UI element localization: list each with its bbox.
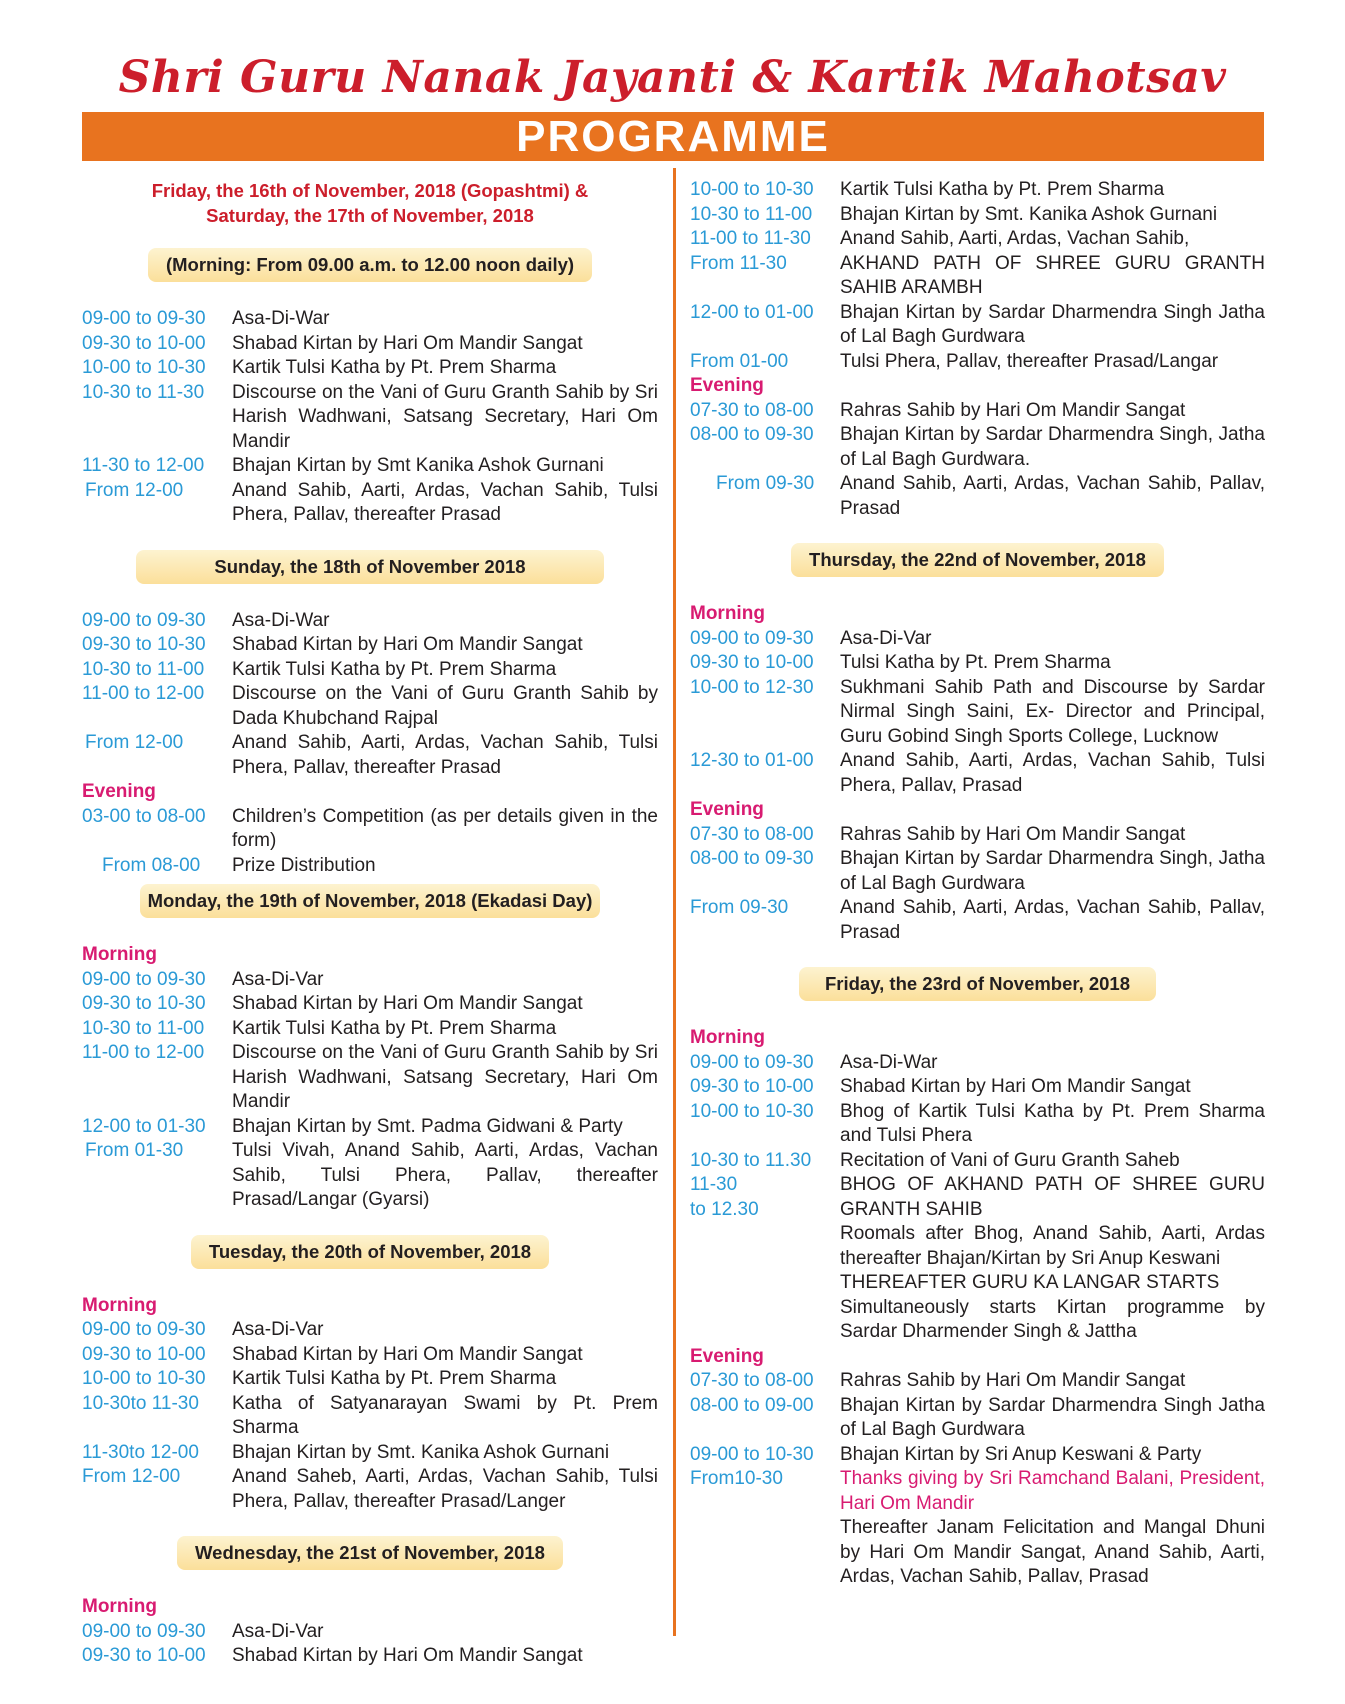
schedule-row (690, 896, 1265, 945)
time-slot: From 12-00 (85, 479, 184, 501)
activity: Bhajan Kirtan by Sardar Dharmendra Singh, Jatha of Lal Bagh Gurdwara (840, 848, 1265, 894)
schedule-row (690, 1075, 1265, 1100)
schedule-row (82, 1367, 658, 1392)
time-slot: 10-00 to 10-30 (82, 357, 206, 378)
time-slot: From 11-30 (690, 252, 787, 274)
schedule-row (690, 1149, 1265, 1174)
time-slot: 09-00 to 09-30 (690, 1051, 814, 1073)
time-slot: 08-00 to 09-30 (690, 848, 814, 869)
time-slot: From 01-30 (85, 1140, 184, 1161)
activity (840, 1467, 1265, 1590)
activity: Tulsi Phera, Pallav, thereafter Prasad/Langar (840, 350, 1219, 372)
time-slot: 03-00 to 08-00 (82, 805, 206, 827)
activity: Anand Sahib, Aarti, Ardas, Vachan Sahib, Pallav, Prasad (840, 897, 1265, 943)
activity: Bhajan Kirtan by Sardar Dharmendra Singh Jatha of Lal Bagh Gurdwara (840, 1394, 1265, 1440)
activity: Rahras Sahib by Hari Om Mandir Sangat (840, 399, 1186, 421)
time-slot: 11-00 to 12-00 (82, 1042, 205, 1063)
schedule-row (82, 332, 658, 357)
activity: Tulsi Katha by Pt. Prem Sharma (840, 652, 1111, 673)
activity: Asa-Di-War (840, 1051, 938, 1073)
column-divider (673, 168, 676, 1636)
time-slot: 09-30 to 10-30 (82, 634, 206, 655)
activity: Shabad Kirtan by Hari Om Mandir Sangat (840, 1076, 1191, 1097)
time-slot: 07-30 to 08-00 (690, 1370, 814, 1391)
schedule-row (690, 227, 1265, 252)
time-slot: From 01-00 (690, 350, 789, 372)
intro-heading (82, 178, 658, 228)
activity: Asa-Di-Var (232, 1319, 324, 1340)
time-slot: From 12-00 (85, 732, 184, 753)
day-header (82, 884, 658, 918)
banner-label: PROGRAMME (516, 111, 830, 161)
activity-line: Simultaneously starts Kirtan programme by Sardar Dharmender Singh & Jattha (840, 1296, 1265, 1342)
activity: Asa-Di-War (232, 609, 330, 631)
activity: Shabad Kirtan by Hari Om Mandir Sangat (232, 332, 583, 354)
schedule-row (690, 1394, 1265, 1443)
schedule-row (690, 1443, 1265, 1468)
time-slot: From10-30 (690, 1468, 783, 1489)
morning-label: Morning (690, 1027, 765, 1048)
schedule-row (82, 1041, 658, 1115)
activity: Bhajan Kirtan by Sardar Dharmendra Singh Jatha of Lal Bagh Gurdwara (840, 301, 1265, 347)
schedule-row (690, 399, 1265, 424)
activity: Asa-Di-Var (840, 627, 932, 649)
time-slot: 09-00 to 09-30 (82, 308, 206, 329)
activity: Rahras Sahib by Hari Om Mandir Sangat (840, 1370, 1186, 1391)
schedule-list (82, 1294, 658, 1515)
schedule-row (690, 847, 1265, 896)
day-pill: Friday, the 23rd of November, 2018 (799, 967, 1156, 1001)
activity: Kartik Tulsi Katha by Pt. Prem Sharma (232, 1368, 557, 1389)
schedule-row (690, 252, 1265, 301)
time-slot (690, 1173, 840, 1345)
time-slot: 09-30 to 10-00 (690, 1076, 814, 1097)
schedule-list (690, 178, 1265, 521)
activity: Asa-Di-War (232, 308, 330, 329)
schedule-row (82, 682, 658, 731)
activity: Asa-Di-Var (232, 968, 324, 990)
schedule-row (82, 609, 658, 634)
morning-label: Morning (82, 1596, 157, 1617)
day-header (82, 550, 658, 584)
activity: AKHAND PATH OF SHREE GURU GRANTH SAHIB ARAMBH (840, 252, 1265, 298)
schedule-row (690, 1051, 1265, 1076)
schedule-row (82, 805, 658, 854)
schedule-row (82, 658, 658, 683)
time-slot: 10-30 to 11.30 (690, 1149, 812, 1171)
activity: Kartik Tulsi Katha by Pt. Prem Sharma (232, 1017, 557, 1039)
time-slot: 09-30 to 10-00 (82, 1645, 206, 1666)
time-slot: 10-00 to 10-30 (690, 179, 814, 200)
left-column (82, 178, 658, 1669)
time-slot: 10-30to 11-30 (82, 1392, 199, 1414)
activity: Discourse on the Vani of Guru Granth Sahib by Sri Harish Wadhwani, Satsang Secretary, Hari Om Mandir (232, 381, 658, 452)
time-slot: 09-00 to 09-30 (690, 627, 814, 649)
schedule-list (82, 1595, 658, 1669)
time-slot: 09-00 to 09-30 (82, 968, 206, 990)
schedule-row (82, 1318, 658, 1343)
time-line: to 12.30 (690, 1198, 759, 1220)
activity-line: BHOG OF AKHAND PATH OF SHREE GURU GRANTH SAHIB (840, 1174, 1265, 1220)
day-header (82, 1536, 658, 1570)
time-slot: 08-00 to 09-30 (690, 424, 814, 445)
schedule-row (82, 1343, 658, 1368)
time-slot: 10-00 to 12-30 (690, 676, 814, 698)
activity: Bhajan Kirtan by Smt. Kanika Ashok Gurnani (232, 1441, 610, 1463)
activity: Anand Sahib, Aarti, Ardas, Vachan Sahib, (840, 228, 1190, 249)
day-header (82, 1235, 658, 1269)
schedule-row (82, 992, 658, 1017)
schedule-row (690, 1369, 1265, 1394)
schedule-row (82, 381, 658, 455)
time-slot: 09-00 to 10-30 (690, 1443, 814, 1465)
schedule-row (690, 627, 1265, 652)
schedule-row (690, 749, 1265, 798)
activity: Prize Distribution (232, 854, 376, 876)
evening-label: Evening (82, 781, 156, 802)
time-slot: 12-30 to 01-00 (690, 750, 814, 771)
activity: Tulsi Vivah, Anand Sahib, Aarti, Ardas, Vachan Sahib, Tulsi Phera, Pallav, thereafter Prasad/Langar (Gyarsi) (232, 1140, 658, 1210)
activity: Discourse on the Vani of Guru Granth Sahib by Sri Harish Wadhwani, Satsang Secretary, Hari Om Mandir (232, 1042, 658, 1112)
schedule-row (82, 1441, 658, 1466)
time-slot: From 08-00 (102, 854, 201, 876)
evening-label: Evening (690, 375, 764, 396)
evening-label: Evening (690, 799, 764, 820)
schedule-row (82, 1139, 658, 1213)
activity: Kartik Tulsi Katha by Pt. Prem Sharma (232, 658, 557, 680)
schedule-row (690, 423, 1265, 472)
time-line: 11-30 (690, 1174, 738, 1195)
activity: Anand Sahib, Aarti, Ardas, Vachan Sahib, Tulsi Phera, Pallav, thereafter Prasad (232, 732, 658, 778)
time-slot: From 12-00 (82, 1466, 181, 1487)
activity: Anand Sahib, Aarti, Ardas, Vachan Sahib, Pallav, Prasad (840, 473, 1265, 519)
schedule-row (690, 1100, 1265, 1149)
time-slot: 10-00 to 10-30 (82, 1368, 206, 1389)
schedule-row (690, 203, 1265, 228)
activity: Discourse on the Vani of Guru Granth Sahib by Dada Khubchand Rajpal (232, 683, 658, 729)
schedule-row (82, 454, 658, 479)
thanks-giving: Thanks giving by Sri Ramchand Balani, President, Hari Om Mandir (840, 1468, 1265, 1514)
day-pill: Thursday, the 22nd of November, 2018 (791, 543, 1164, 577)
schedule-row (82, 356, 658, 381)
time-slot: 09-30 to 10-00 (82, 1343, 206, 1365)
schedule-list (690, 1026, 1265, 1590)
activity: Kartik Tulsi Katha by Pt. Prem Sharma (840, 179, 1165, 200)
intro-line: Saturday, the 17th of November, 2018 (206, 205, 534, 226)
day-pill: (Morning: From 09.00 a.m. to 12.00 noon daily) (148, 248, 592, 282)
schedule-row (82, 1644, 658, 1669)
schedule-row (82, 479, 658, 528)
schedule-row (82, 1465, 658, 1514)
schedule-list (690, 602, 1265, 945)
schedule-row (82, 968, 658, 993)
activity: Anand Saheb, Aarti, Ardas, Vachan Sahib, Tulsi Phera, Pallav, thereafter Prasad/Langer (232, 1466, 658, 1512)
activity: Bhajan Kirtan by Sardar Dharmendra Singh, Jatha of Lal Bagh Gurdwara. (840, 424, 1265, 470)
time-slot: 10-00 to 10-30 (690, 1100, 814, 1122)
activity: Bhajan Kirtan by Smt. Padma Gidwani & Party (232, 1115, 623, 1137)
schedule-row (82, 1017, 658, 1042)
activity: Shabad Kirtan by Hari Om Mandir Sangat (232, 1343, 583, 1365)
time-slot: 08-00 to 09-00 (690, 1394, 814, 1416)
schedule-row (82, 633, 658, 658)
schedule-row (82, 307, 658, 332)
day-header (690, 543, 1265, 577)
schedule-row (82, 1392, 658, 1441)
schedule-row (82, 1115, 658, 1140)
schedule-row (82, 854, 658, 879)
time-slot: 07-30 to 08-00 (690, 823, 814, 845)
schedule-list (82, 943, 658, 1213)
schedule-row (690, 1173, 1265, 1345)
morning-label: Morning (82, 1294, 157, 1316)
activity: Bhajan Kirtan by Smt Kanika Ashok Gurnani (232, 455, 604, 476)
closing-note: Thereafter Janam Felicitation and Mangal Dhuni by Hari Om Mandir Sangat, Anand Sahib, Aarti, Ardas, Vachan Sahib, Pallav, Prasad (840, 1517, 1265, 1587)
time-slot: 10-30 to 11-00 (82, 1017, 205, 1039)
schedule-row (690, 472, 1265, 521)
schedule-list (82, 307, 658, 528)
time-slot: 09-00 to 09-30 (82, 609, 206, 631)
programme-banner (82, 112, 1264, 161)
activity: Shabad Kirtan by Hari Om Mandir Sangat (232, 634, 583, 655)
time-slot: 12-00 to 01-00 (690, 301, 814, 323)
time-slot: 11-30to 12-00 (82, 1441, 199, 1463)
day-pill: Wednesday, the 21st of November, 2018 (177, 1536, 563, 1570)
time-slot: From 09-30 (716, 473, 815, 494)
time-slot: 07-30 to 08-00 (690, 399, 814, 421)
schedule-row (690, 651, 1265, 676)
morning-label: Morning (82, 944, 157, 965)
time-slot: 10-30 to 11-00 (82, 658, 205, 680)
activity: Anand Sahib, Aarti, Ardas, Vachan Sahib, Tulsi Phera, Pallav, thereafter Prasad (232, 479, 658, 525)
time-slot: 11-30 to 12-00 (82, 455, 205, 476)
time-slot: 10-30 to 11-00 (690, 203, 813, 225)
activity: Katha of Satyanarayan Swami by Pt. Prem Sharma (232, 1392, 658, 1438)
time-slot: 10-30 to 11-30 (82, 381, 205, 403)
activity: Rahras Sahib by Hari Om Mandir Sangat (840, 823, 1186, 845)
activity: Bhajan Kirtan by Sri Anup Keswani & Party (840, 1443, 1202, 1465)
activity: Shabad Kirtan by Hari Om Mandir Sangat (232, 993, 583, 1014)
schedule-row (82, 1620, 658, 1645)
schedule-row (690, 350, 1265, 375)
activity: Recitation of Vani of Guru Granth Saheb (840, 1149, 1180, 1171)
time-slot: 12-00 to 01-30 (82, 1115, 206, 1137)
time-slot: 11-00 to 11-30 (690, 228, 811, 249)
morning-label: Morning (690, 603, 765, 624)
intro-line: Friday, the 16th of November, 2018 (Gopashtmi) & (151, 180, 589, 201)
time-slot: From 09-30 (690, 897, 789, 918)
schedule-row (690, 823, 1265, 848)
schedule-row (690, 676, 1265, 750)
day-header (82, 248, 658, 282)
evening-label: Evening (690, 1345, 764, 1367)
activity: Shabad Kirtan by Hari Om Mandir Sangat (232, 1645, 583, 1666)
activity: Sukhmani Sahib Path and Discourse by Sardar Nirmal Singh Saini, Ex- Director and Principal, Guru Gobind Singh Sports College, Lucknow (840, 676, 1265, 747)
schedule-row (690, 1467, 1265, 1590)
time-slot: 09-30 to 10-00 (82, 332, 206, 354)
schedule-list (82, 609, 658, 879)
time-slot: 11-00 to 12-00 (82, 683, 205, 704)
activity: Children’s Competition (as per details given in the form) (232, 805, 658, 851)
activity: Kartik Tulsi Katha by Pt. Prem Sharma (232, 357, 557, 378)
schedule-row (690, 301, 1265, 350)
schedule-row (82, 731, 658, 780)
time-slot: 09-30 to 10-00 (690, 652, 814, 673)
activity: Anand Sahib, Aarti, Ardas, Vachan Sahib, Tulsi Phera, Pallav, Prasad (840, 750, 1265, 796)
time-slot: 09-00 to 09-30 (82, 1620, 206, 1642)
day-pill: Sunday, the 18th of November 2018 (136, 550, 603, 584)
day-pill: Tuesday, the 20th of November, 2018 (191, 1235, 549, 1269)
day-pill: Monday, the 19th of November, 2018 (Ekadasi Day) (140, 884, 601, 918)
schedule-row (690, 178, 1265, 203)
time-slot: 09-30 to 10-30 (82, 993, 206, 1014)
activity: Asa-Di-Var (232, 1620, 324, 1642)
time-slot: 09-00 to 09-30 (82, 1319, 206, 1340)
activity: Bhajan Kirtan by Smt. Kanika Ashok Gurnani (840, 203, 1218, 225)
activity: Bhog of Kartik Tulsi Katha by Pt. Prem Sharma and Tulsi Phera (840, 1100, 1265, 1146)
activity-line: THEREAFTER GURU KA LANGAR STARTS (840, 1272, 1220, 1293)
activity (840, 1173, 1265, 1345)
right-column (690, 178, 1265, 1590)
day-header (690, 967, 1265, 1001)
page-title: Shri Guru Nanak Jayanti & Kartik Mahotsav (118, 52, 1227, 103)
activity-line: Roomals after Bhog, Anand Sahib, Aarti, Ardas thereafter Bhajan/Kirtan by Sri Anup Keswani (840, 1223, 1265, 1269)
